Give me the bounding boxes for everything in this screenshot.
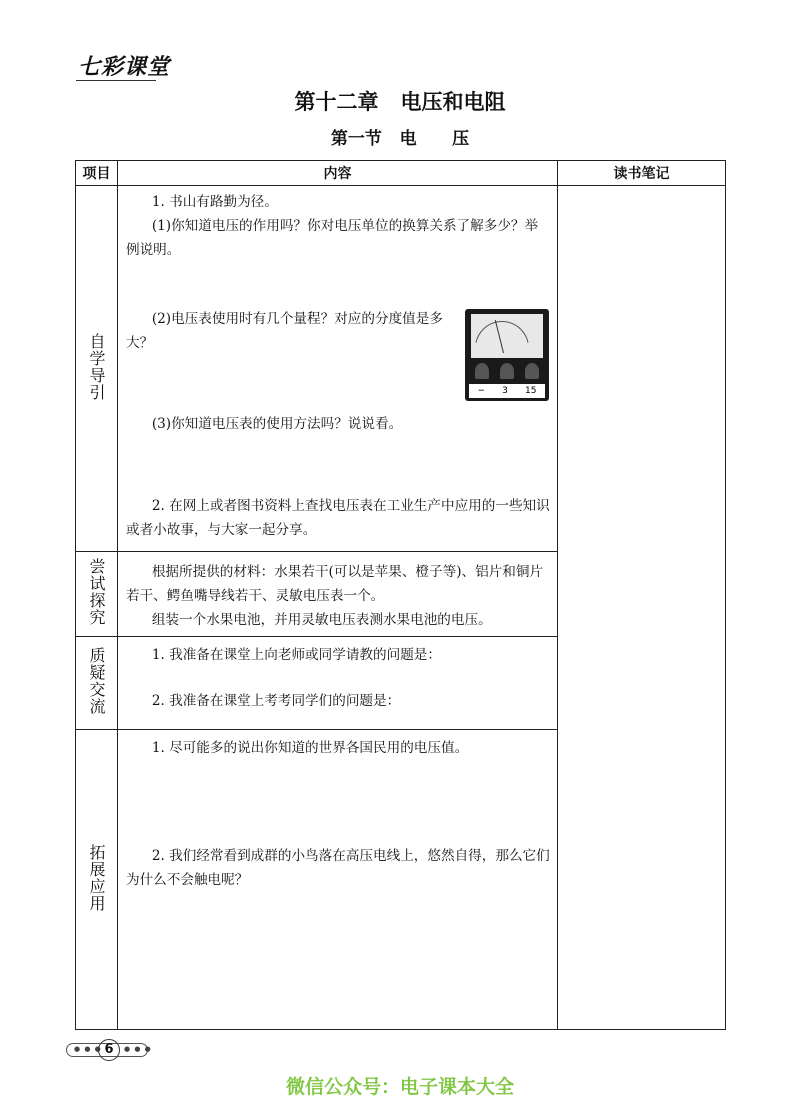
terminal-label: 3 <box>502 386 508 396</box>
section-title: 第一节 电 压 <box>330 129 470 149</box>
content-cell <box>118 552 558 637</box>
row-label: 自学导引 <box>87 332 106 401</box>
brand-underline <box>76 80 156 81</box>
row-label-cell <box>76 186 118 552</box>
paragraph: (3)你知道电压表的使用方法吗？说说看。 <box>151 416 403 432</box>
paragraph: 2. 我们经常看到成群的小鸟落在高压电线上，悠然自得，那么它们为什么不会触电呢？ <box>126 848 550 888</box>
footer-watermark: 微信公众号：电子课本大全 <box>285 1076 514 1098</box>
paragraph: 1. 书山有路勤为径。 <box>151 194 278 210</box>
row-label-cell <box>76 637 118 730</box>
terminal-label: − <box>477 386 486 396</box>
content-cell <box>118 186 558 552</box>
paragraph: 组装一个水果电池，并用灵敏电压表测水果电池的电压。 <box>151 612 492 628</box>
paragraph: 根据所提供的材料：水果若干(可以是苹果、橙子等)、铝片和铜片若干、鳄鱼嘴导线若干、灵敏电压表一个。 <box>126 564 544 604</box>
terminal-labels <box>469 384 545 398</box>
row-label-cell <box>76 552 118 637</box>
terminal-label: 15 <box>524 386 537 396</box>
content-cell <box>118 637 558 730</box>
terminal-knob <box>525 363 539 379</box>
page-dots-right: ● ● ● <box>124 1045 152 1053</box>
terminal-knob <box>475 363 489 379</box>
table-header-row <box>76 161 726 186</box>
content-cell <box>118 730 558 1030</box>
page-dots-left: ● ● ● <box>74 1045 102 1053</box>
table-row <box>76 186 726 552</box>
notes-cell <box>558 186 726 1030</box>
page-number: 6 <box>98 1039 120 1061</box>
header-content: 内容 <box>118 161 558 186</box>
header-item: 项目 <box>76 161 118 186</box>
paragraph: 2. 我准备在课堂上考考同学们的问题是： <box>151 693 401 709</box>
study-table <box>75 160 726 1030</box>
paragraph: (2)电压表使用时有几个量程？对应的分度值是多大？ <box>126 311 443 351</box>
terminal-knob <box>500 363 514 379</box>
row-label: 尝试探究 <box>87 558 106 626</box>
row-label-cell <box>76 730 118 1030</box>
row-label: 拓展应用 <box>87 843 106 912</box>
row-label: 质疑交流 <box>87 647 106 715</box>
paragraph: 2. 在网上或者图书资料上查找电压表在工业生产中应用的一些知识或者小故事，与大家一起分享。 <box>126 498 550 538</box>
paragraph: 1. 我准备在课堂上向老师或同学请教的问题是： <box>151 647 441 663</box>
paragraph: (1)你知道电压的作用吗？你对电压单位的换算关系了解多少？举例说明。 <box>126 218 539 258</box>
voltmeter-image <box>465 309 549 401</box>
paragraph: 1. 尽可能多的说出你知道的世界各国民用的电压值。 <box>151 740 469 756</box>
brand-logo: 七彩课堂 <box>78 55 171 80</box>
header-notes: 读书笔记 <box>558 161 726 186</box>
chapter-title: 第十二章 电压和电阻 <box>294 90 506 114</box>
